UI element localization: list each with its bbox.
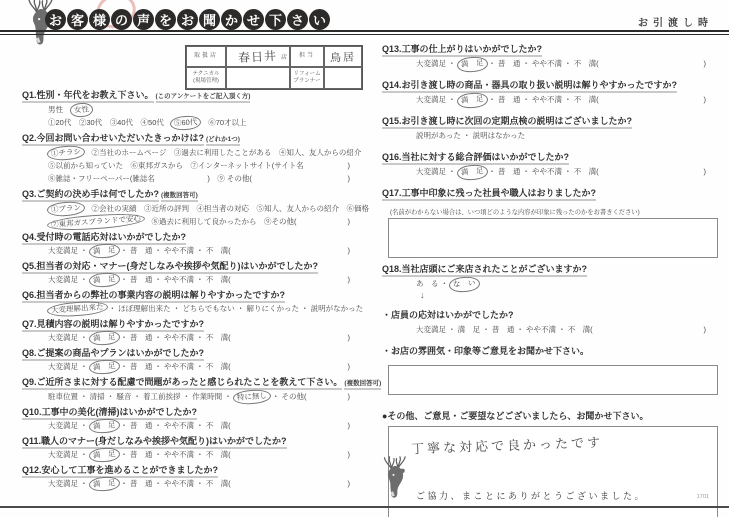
circled-option: ①チラシ [47,145,86,162]
option: 大変満足 [48,275,78,284]
title-char: の [111,9,132,30]
question-heading: Q17.工事中印象に残った社員や職人はおりましたか? [382,188,596,201]
question-Q18 [382,262,718,300]
circled-option: ⑦東邦ガスブランドで安心 [47,212,146,233]
question-heading: ・店員の応対はいかがでしたか? [382,310,514,320]
question-Q16 [382,150,718,178]
circled-option: 満 足 [88,272,119,288]
q17-answer-box [388,218,718,258]
technical-value-cell [226,67,290,89]
option-line [22,213,362,230]
option-line: 大変満足 ・ 満 足 ・ 普 通 ・ やや不満 ・ 不 満( ) [382,58,718,70]
option: ③40代 [109,118,134,127]
question-Q4 [22,230,362,256]
close-paren: ) [347,333,350,342]
circled-option: な い [449,276,480,293]
question-note: (どれか1つ) [206,136,240,146]
option: ④50代 [140,118,164,127]
question-title-row [382,186,718,199]
title-char: か [221,9,242,30]
option: 不 満( [205,362,231,371]
question-note: (複数回答可) [161,192,198,202]
question-title-row [22,131,362,145]
circled-option: ⑤60代 [170,115,202,131]
option: ) [162,174,210,183]
close-paren: ) [703,95,706,104]
option: 大変満足 [48,450,78,459]
title-char: お [177,9,198,30]
option: ⑤以前から知っていた [48,161,123,170]
question-heading: Q18.当社店頭にご来店されたことがございますか? [382,264,587,277]
option-line: 大変満足 ・ 満 足 ・ 普 通 ・ やや不満 ・ 不 満( ) [22,274,362,285]
planner-role-label: リフォーム プランナー [293,70,321,84]
title-char: 声 [133,9,154,30]
option: やや不満 [164,479,195,488]
close-paren: ) [347,479,350,488]
option-line [22,104,362,115]
option: 普 通 [497,167,521,176]
option: 普 通 [129,246,153,255]
question-note: (このアンケートをご記入頂く方) [156,93,251,103]
option: あ る [416,279,439,288]
option: 説明があった [416,131,461,140]
question-heading: Q14.お引き渡し時の商品・器具の取り扱い説明は解りやすかったですか? [382,80,677,93]
option: やや不満 [532,59,563,68]
question-Q14 [382,78,718,106]
question-title-row [22,346,362,359]
circled-option: ①プラン [47,201,86,218]
close-paren: ) [703,167,706,176]
option: 駐車位置 [48,392,78,401]
close-paren: ) [347,161,350,170]
question-title-row [22,259,362,272]
option: 説明がなかった [310,304,364,313]
question-Q12 [22,463,362,489]
close-paren: ) [347,450,350,459]
question-heading: Q13.工事の仕上がりはいかがでしたか? [382,44,542,57]
question-Q7 [22,317,362,343]
question-title-row [22,405,362,418]
option: 不 満( [205,479,231,488]
option: 不 満( [573,59,599,68]
option: 説明はなかった [472,131,526,140]
store-name-handwritten: 春日井 [238,48,278,66]
question-title-row [382,308,718,321]
title-char: 下 [265,9,286,30]
question-title-row [22,187,362,201]
option-line: 大変満足 ・ 満 足 ・ 普 通 ・ やや不満 ・ 不 満( ) [22,332,362,343]
option: 大変満足 [48,333,78,342]
option: ほぼ理解出来た [118,304,171,313]
option: ⑥70才以上 [208,118,247,127]
option: ②30代 [78,118,103,127]
question-title-row [22,88,362,102]
question-title-row [382,42,718,55]
question-title-row [382,150,718,163]
question-title-row [22,317,362,330]
title-char: お [45,9,66,30]
question-heading: Q3.ご契約の決め手は何でしたか? [22,189,159,202]
question-Q2 [22,131,362,184]
option: 普 通 [129,421,153,430]
circled-option: 女性 [69,102,93,118]
question-Q6 [22,288,362,314]
option-line: 大変満足 ・ 満 足 ・ 普 通 ・ やや不満 ・ 不 満( ) [416,325,706,334]
option: 大変満足 [416,325,446,334]
question-Q1 [22,88,362,128]
option: ⑧過去に利用して良かったから [151,217,257,226]
staff-table [185,45,363,90]
option: ①20代 [48,118,72,127]
title-char: 客 [67,9,88,30]
option: 解りにくかった [246,304,299,313]
option: 不 満( [567,325,593,334]
option-line: 説明があった ・ 説明はなかった [416,131,526,140]
shop-impression-box [388,365,718,395]
section-heading: ●その他、ご意見・ご要望などございましたら、お聞かせ下さい。 [382,411,649,421]
close-paren: ) [703,59,706,68]
circled-option: 満 足 [88,330,119,346]
option: 普 通 [129,450,153,459]
question-heading: Q8.ご提案の商品やプランはいかがでしたか? [22,348,204,361]
store-suffix-label: 店 [280,55,287,61]
question-heading: Q16.当社に対する総合評価はいかがでしたか? [382,152,569,165]
option-line: 大変満足 ・ 満 足 ・ 普 通 ・ やや不満 ・ 不 満( ) [22,361,362,372]
option: 作業時間 [192,392,223,401]
circled-option: 満 足 [88,447,119,463]
option: ⑤知人、友人からの紹介 [256,204,339,213]
option-line: 大変満足 ・ 満 足 ・ 普 通 ・ やや不満 ・ 不 満( ) [22,245,362,256]
option: 大変満足 [48,246,78,255]
option-line: 大変満足 ・ 満 足 ・ 普 通 ・ やや不満 ・ 不 満( ) [22,478,362,489]
technical-role-label: テクニカル (現場管理) [192,70,220,84]
option-line: 大変満足 ・ 満 足 ・ 普 通 ・ やや不満 ・ 不 満( ) [382,94,718,106]
arrow-down-icon: ↓ [420,290,425,300]
option-line [22,173,362,184]
option: ⑥東邦ガスから [130,161,183,170]
question-heading: Q1.性別・年代をお教え下さい。 [22,90,154,103]
option: ③近所の評判 [144,204,189,213]
option: 不 満( [205,246,231,255]
question-note: (名前がわからない場合は、いつ頃どのような内容が印象に残ったのかをお書きください) [390,209,640,216]
question-heading: Q9.ご近所さまに対する配慮で問題があったと感じられたことを教えて下さい。 [22,377,342,390]
option: 不 満( [573,95,599,104]
option: 大変満足 [48,421,78,430]
option: やや不満 [164,362,195,371]
option: 普 通 [129,479,153,488]
title-char: を [155,9,176,30]
close-paren: ) [347,275,350,284]
question-heading: Q12.安心して工事を進めることができましたか? [22,465,218,478]
question-heading: Q7.見積内容の説明は解りやすかったですか? [22,319,204,332]
circled-option: 満 足 [456,92,487,109]
circled-option: 満 足 [88,476,119,492]
close-paren: ) [347,362,350,371]
question-Q8 [22,346,362,372]
title-char: い [309,9,330,30]
option: やや不満 [532,167,563,176]
questions-right-column [382,42,718,517]
question-heading: Q5.担当者の対応・マナー(身だしなみや挨拶や気配り)はいかがでしたか? [22,261,318,274]
handover-time-label: お引渡し時 [638,18,713,29]
option: 男性 [48,105,63,114]
handwritten-comment: 丁寧な対応で良かったです [410,435,604,458]
option: 普 通 [497,59,521,68]
circled-option: 満 足 [88,359,119,375]
option: 不 満( [205,450,231,459]
option: 満 足 [457,325,481,334]
question-title-row [382,262,718,275]
option-line: 大変満足 ・ 満 足 ・ 普 通 ・ やや不満 ・ 不 満( ) [382,166,718,178]
option: その他( [281,392,307,401]
question-Q9 [22,375,382,403]
option: ②当社のホームページ [91,148,167,157]
option: 不 満( [205,333,231,342]
header-rule [0,30,729,35]
option: ⑧雑誌・フリーペーパー(雑誌名 [48,174,155,183]
option: やや不満 [532,95,563,104]
close-paren: ) [347,217,350,226]
question-Q13 [382,42,718,70]
option: 大変満足 [416,167,446,176]
option-line: 大変理解出来た ・ ほぼ理解出来た ・ どちらでもない ・ 解りにくかった ・ 説明がなかった [22,303,362,314]
option: やや不満 [526,325,557,334]
option-line: あ る ・ な い [382,278,718,290]
question-title-row [382,78,718,91]
planner-value-cell [324,67,362,89]
option: ⑨その他( [264,217,297,226]
option: 不 満( [205,275,231,284]
close-paren: ) [347,392,350,401]
close-paren: ) [347,174,350,183]
question-heading: Q10.工事中の美化(清掃)はいかがでしたか? [22,407,197,420]
circled-option: 大変理解出来た [47,300,108,318]
option: 大変満足 [416,59,446,68]
option-line [22,202,369,215]
question-heading: ・お店の雰囲気・印象等ご意見をお聞かせ下さい。 [382,346,590,356]
question-title-row [22,288,362,301]
option: 普 通 [129,333,153,342]
question-Q11 [22,434,362,460]
option-line [22,147,362,158]
question-heading: Q15.お引き渡し時に次回の定期点検の説明はございましたか? [382,116,632,129]
questions-left-column [22,88,382,492]
sub-question [382,344,718,357]
question-note: (複数回答可) [344,380,381,390]
option-line: 大変満足 ・ 満 足 ・ 普 通 ・ やや不満 ・ 不 満( ) [22,420,362,431]
option: 普 通 [497,95,521,104]
question-Q15 [382,114,718,142]
option: やや不満 [164,450,195,459]
option: 普 通 [491,325,515,334]
option: 騒音 [116,392,132,401]
option: やや不満 [164,275,195,284]
page-title [45,9,330,30]
option: ⑨ その他( [217,174,252,183]
option-line [22,160,362,171]
circled-option: 満 足 [456,56,487,73]
option: ⑥価格 [346,204,369,213]
option: ④知人、友人からの紹介 [278,148,362,157]
question-title-row [382,344,718,357]
option-line: 駐車位置 ・ 清掃 ・ 騒音 ・ 着工前挨拶 ・ 作業時間 ・ 特に無し ・ その他( ) [22,391,362,402]
circled-option: 特に無し [232,389,271,406]
option: ④担当者の対応 [196,204,249,213]
close-paren: ) [347,246,350,255]
circled-option: 満 足 [88,418,119,434]
option: やや不満 [164,333,195,342]
option: 清掃 [89,392,105,401]
option: 普 通 [129,275,153,284]
option: ②会社の実績 [91,204,137,213]
question-heading: Q2.今回お問い合わせいただいたきっかけは? [22,133,204,146]
thanks-message: ご協力、まことにありがとうございました。 [416,491,647,501]
option: やや不満 [164,421,195,430]
question-Q5 [22,259,362,285]
question-heading: Q11.職人のマナー(身だしなみや挨拶や気配り)はいかがでしたか? [22,436,287,449]
footer-rule [0,506,729,508]
form-code: 1701 [696,494,709,500]
question-title-row [382,114,718,127]
option: 不 満( [573,167,599,176]
option: 着工前挨拶 [143,392,181,401]
question-title-row [22,375,382,389]
question-Q10 [22,405,362,431]
question-title-row [22,230,362,243]
deer-footer-icon [381,454,412,501]
option: 大変満足 [416,95,446,104]
question-title-row [22,434,362,447]
staff-name-handwritten: 鳥居 [329,50,357,64]
question-Q3 [22,187,369,230]
close-paren: ) [703,325,706,334]
option: 大変満足 [48,362,78,371]
option: 普 通 [129,362,153,371]
option-line: 大変満足 ・ 満 足 ・ 普 通 ・ やや不満 ・ 不 満( ) [22,449,362,460]
title-char: さ [287,9,308,30]
question-title-row [22,463,362,476]
staff-label: 担当 [298,52,315,59]
option: どちらでもない [182,304,235,313]
title-char: せ [243,9,264,30]
circled-option: 満 足 [456,164,487,181]
title-char: 様 [89,9,110,30]
circled-option: 満 足 [88,243,119,259]
question-heading: Q4.受付時の電話応対はいかがでしたか? [22,232,186,245]
option: 大変満足 [48,479,78,488]
other-comments-box [388,426,718,517]
option-line [22,117,362,128]
option: やや不満 [164,246,195,255]
question-Q17 [382,186,718,199]
close-paren: ) [347,421,350,430]
option: 不 満( [205,421,231,430]
sub-question [382,308,718,336]
option: ③過去に利用したことがある [173,148,272,157]
store-label: 取扱店 [193,52,218,59]
title-char: 聞 [199,9,220,30]
option: ⑦インターネットサイト(サイト名 [190,161,304,170]
question-heading: Q6.担当者からの弊社の事業内容の説明は解りやすかったですか? [22,290,285,303]
